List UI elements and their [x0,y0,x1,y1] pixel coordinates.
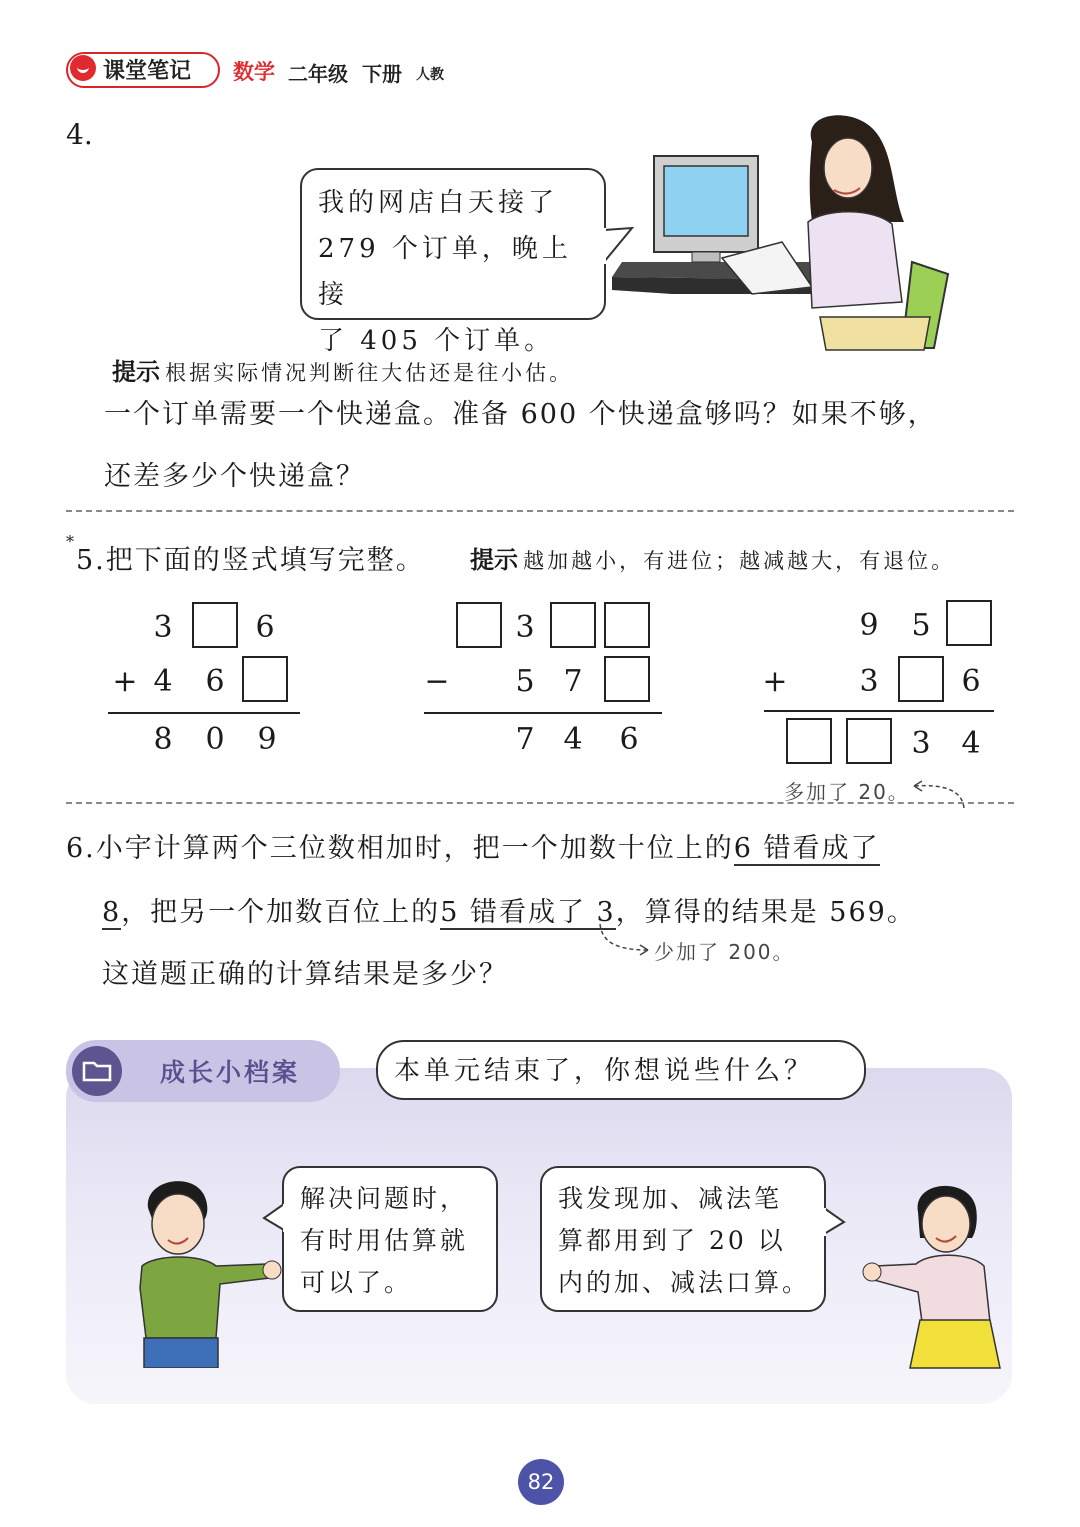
digit: 7 [563,664,583,699]
q5-title: 把下面的竖式填写完整。 [105,545,425,576]
volume-label: 下册 [362,62,402,86]
bubble-line: 解决问题时， [300,1184,469,1213]
q6-line-3: 这道题正确的计算结果是多少？ [102,959,508,990]
digit: 4 [961,726,981,761]
q4-hint [112,352,573,387]
bubble-line: 279 个订单，晚上接 [318,234,572,310]
plus-sign: + [762,664,788,699]
brand-title: 课堂笔记 [103,59,192,84]
sum-rule [108,712,300,714]
digit: 5 [911,608,931,643]
digit: 3 [859,664,879,699]
divider [66,510,1014,512]
answer-box[interactable] [946,600,992,646]
q6-line-2 [102,890,916,929]
q6-line-1 [66,826,880,865]
grade-label: 二年级 [288,62,348,86]
answer-box[interactable] [786,718,832,764]
bubble-tail-icon [822,1204,848,1240]
digit: 9 [257,722,277,757]
digit: 4 [153,664,173,699]
q6-underlined-text: 8 [102,897,122,928]
girl-illustration [860,1172,1010,1372]
woman-at-computer-illustration [612,112,972,356]
answer-box[interactable] [456,602,502,648]
q4-question-line: 一个订单需要一个快递盒。准备 600 个快递盒够吗？如果不够， [104,399,937,430]
difference-rule [424,712,662,714]
bubble-line: 可以了。 [300,1268,413,1297]
digit: 3 [911,726,931,761]
answer-box[interactable] [846,718,892,764]
answer-box[interactable] [604,602,650,648]
q6-underlined-text: 6 错看成了 [733,833,880,864]
q6-text: ，把另一个加数百位上的 [121,897,441,928]
answer-box[interactable] [604,656,650,702]
smile-icon [70,55,96,81]
answer-box[interactable] [898,656,944,702]
q6-number: 6. [66,833,96,864]
edition-label: 人教 [416,67,444,83]
hint-text: 越加越小，有进位；越减越大，有退位。 [523,549,956,573]
growth-title: 成长小档案 [160,1058,301,1087]
digit: 3 [515,610,535,645]
bubble-tail-icon [262,1200,286,1236]
digit: 7 [515,722,535,757]
hint-label: 提示 [470,546,518,574]
bubble-line: 我的网店白天接了 [318,188,559,218]
boy-illustration [106,1168,286,1368]
bubble-line: 内的加、减法口算。 [558,1268,811,1297]
q5-header [76,538,425,577]
digit: 4 [563,722,583,757]
q5-number: 5. [76,545,106,576]
dashed-arrow-icon [904,772,974,812]
q4-speech-bubble [300,168,606,356]
prompt-text: 本单元结束了，你想说些什么？ [394,1056,815,1086]
page-number: 82 [518,1459,564,1505]
q6-text: 小宇计算两个三位数相加时，把一个加数十位上的 [95,833,734,864]
bubble-line: 有时用估算就 [300,1226,469,1255]
q4-question-line: 还差多少个快递盒？ [104,461,365,492]
answer-box[interactable] [550,602,596,648]
dashed-arrow-icon [596,922,656,958]
digit: 6 [255,610,275,645]
minus-sign: − [424,664,450,699]
digit: 8 [153,722,173,757]
plus-sign: + [112,664,138,699]
q6-text: ，算得的结果是 569。 [615,897,916,928]
bubble-line: 了 405 个订单。 [318,326,555,356]
bubble-line: 算都用到了 20 以 [558,1226,786,1255]
subject-label: 数学 [233,60,275,84]
bubble-line: 我发现加、减法笔 [558,1184,783,1213]
digit: 6 [619,722,639,757]
girl-speech-bubble [540,1166,826,1312]
digit: 9 [859,608,879,643]
q6-note: 少加了 200。 [654,940,795,964]
hint-label: 提示 [112,358,160,386]
q4-number: 4. [66,118,93,151]
digit: 3 [153,610,173,645]
digit: 6 [961,664,981,699]
prompt-bubble [376,1040,866,1100]
q5-hint [470,540,955,575]
digit: 0 [205,722,225,757]
challenge-star: * [66,532,74,551]
divider [66,802,1014,804]
digit: 6 [205,664,225,699]
folder-icon [72,1046,122,1096]
hint-text: 根据实际情况判断往大估还是往小估。 [165,361,574,385]
sum-rule [764,710,994,712]
boy-speech-bubble [282,1166,498,1312]
q6-underlined-text: 5 错看成了 3 [440,897,616,928]
answer-box[interactable] [192,602,238,648]
q5-note: 多加了 20。 [784,780,910,804]
digit: 5 [515,664,535,699]
answer-box[interactable] [242,656,288,702]
